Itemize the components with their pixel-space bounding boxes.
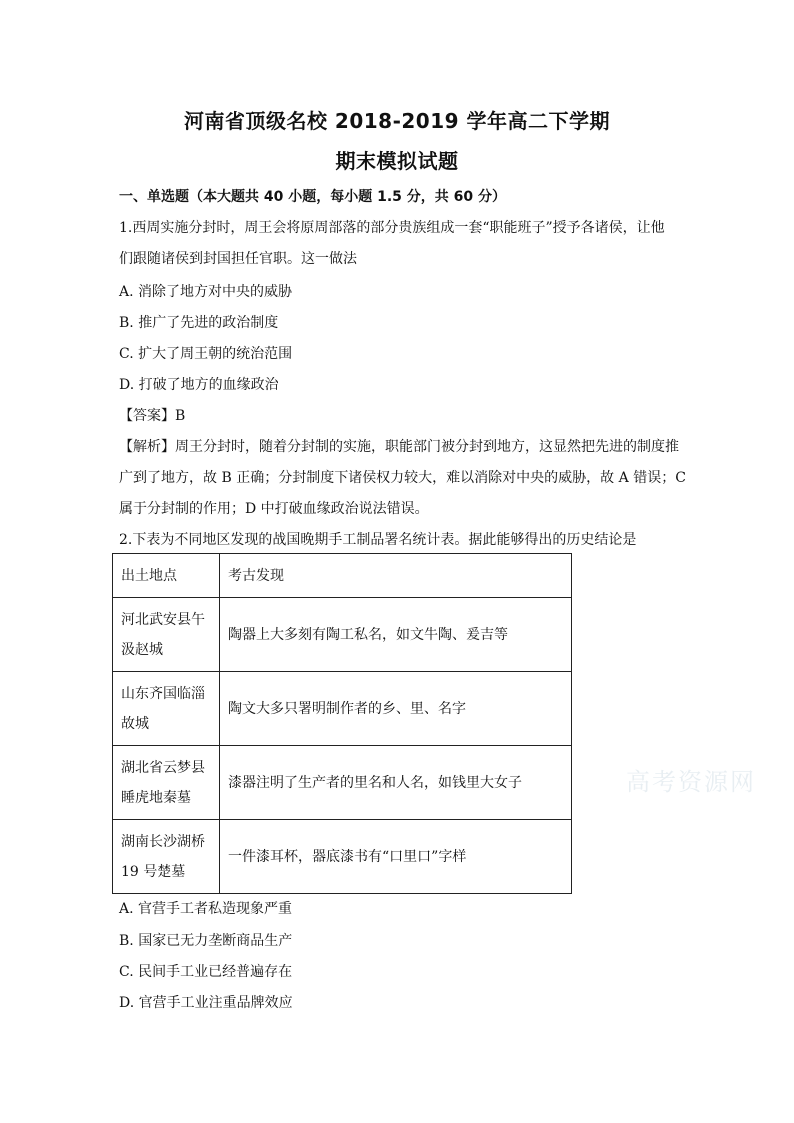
table-row <box>113 820 572 894</box>
section-heading: 一、单选题（本大题共 40 小题，每小题 1.5 分，共 60 分） <box>119 189 507 205</box>
table-cell-place: 山东齐国临淄 故城 <box>113 672 220 746</box>
q2-option-d: D. 官营手工业注重品牌效应 <box>119 995 293 1011</box>
q2-option-b: B. 国家已无力垄断商品生产 <box>119 933 293 949</box>
table-header-row <box>113 554 572 598</box>
table-row <box>113 746 572 820</box>
table-cell-finding: 一件漆耳杯，器底漆书有“口里口”字样 <box>220 820 572 894</box>
document-title: 河南省顶级名校 2018-2019 学年高二下学期 <box>183 109 611 133</box>
q2-option-c: C. 民间手工业已经普遍存在 <box>119 964 293 980</box>
table-cell-finding: 陶器上大多刻有陶工私名，如文牛陶、爰吉等 <box>220 598 572 672</box>
table-header-finding: 考古发现 <box>220 554 572 598</box>
q2-stem: 2.下表为不同地区发现的战国晚期手工制品署名统计表。据此能够得出的历史结论是 <box>119 532 637 548</box>
q1-option-a: A. 消除了地方对中央的威胁 <box>119 284 293 300</box>
q1-analysis-line1: 【解析】周王分封时，随着分封制的实施，职能部门被分封到地方，这显然把先进的制度推 <box>119 439 679 455</box>
q1-stem-line1: 1.西周实施分封时，周王会将原周部落的部分贵族组成一套“职能班子”授予各诸侯，让他 <box>119 220 665 236</box>
document-subtitle: 期末模拟试题 <box>335 149 459 173</box>
table-cell-place: 湖南长沙湖桥 19 号楚墓 <box>113 820 220 894</box>
table-row <box>113 672 572 746</box>
table-cell-place: 湖北省云梦县 睡虎地秦墓 <box>113 746 220 820</box>
q1-option-c: C. 扩大了周王朝的统治范围 <box>119 346 293 362</box>
q2-option-a: A. 官营手工者私造现象严重 <box>119 901 293 917</box>
watermark: 高考资源网 <box>626 768 756 796</box>
table-cell-place: 河北武安县午 汲赵城 <box>113 598 220 672</box>
q1-answer: 【答案】B <box>119 408 186 424</box>
q1-option-d: D. 打破了地方的血缘政治 <box>119 377 279 393</box>
q2-table <box>112 553 572 894</box>
q1-stem-line2: 们跟随诸侯到封国担任官职。这一做法 <box>119 251 357 267</box>
table-row <box>113 598 572 672</box>
q1-analysis-line3: 属于分封制的作用；D 中打破血缘政治说法错误。 <box>119 501 429 517</box>
q1-option-b: B. 推广了先进的政治制度 <box>119 315 279 331</box>
q1-analysis-line2: 广到了地方，故 B 正确；分封制度下诸侯权力较大，难以消除对中央的威胁，故 A 错误；C <box>119 470 686 486</box>
table-cell-finding: 漆器注明了生产者的里名和人名，如钱里大女子 <box>220 746 572 820</box>
table-cell-finding: 陶文大多只署明制作者的乡、里、名字 <box>220 672 572 746</box>
table-header-place: 出土地点 <box>113 554 220 598</box>
